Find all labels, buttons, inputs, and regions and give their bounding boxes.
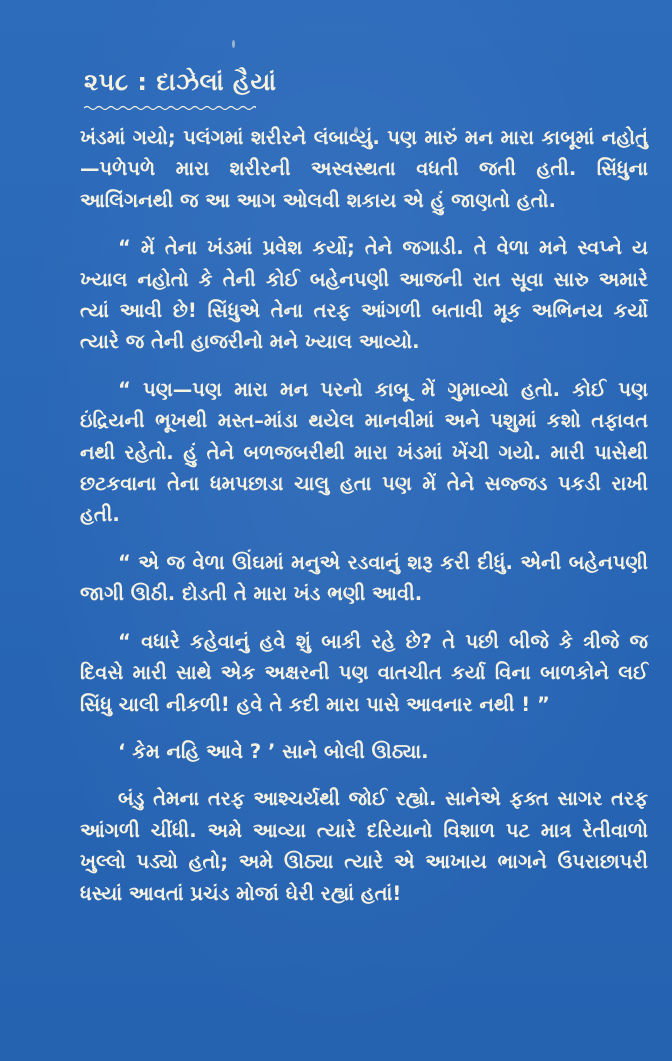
page-number-and-chapter-title: ૨૫૮ : દાઝેલાં હૈયાં bbox=[84, 68, 277, 96]
running-header bbox=[84, 68, 384, 115]
paragraph: “ મેં તેના ખંડમાં પ્રવેશ કર્યો; તેને જગાડી. તે વેળા મને સ્વપ્ને ય ખ્યાલ નહોતો કે તેની કોઈ બહેનપણી આજની રાત સૂવા સારુ અમારે ત્યાં આવી છે! સિંધુએ તેના તરફ આંગળી બતાવી મૂક અભિનય કર્યો ત્યારે જ તેની હાજરીનો મને ખ્યાલ આવ્યો. bbox=[80, 236, 648, 354]
paragraph: ‘ કેમ નહિ આવે ? ’ સાને બોલી ઊઠ્યા. bbox=[118, 739, 429, 763]
paragraph: ખંડમાં ગયો; પલંગમાં શરીરને લંબાવ્યું. પણ મારું મન મારા કાબૂમાં નહોતું—પળેપળે મારા શરીરની અસ્વસ્થતા વધતી જતી હતી. સિંધુના આલિંગનથી જ આ આગ ઓલવી શકાય એ હું જાણતો હતો. bbox=[80, 126, 648, 212]
paragraph: “ વધારે કહેવાનું હવે શું બાકી રહે છે? તે પછી બીજે કે ત્રીજે જ દિવસે મારી સાથે એક અક્ષરની પણ વાતચીત કર્યા વિના બાળકોને લઈ સિંધુ ચાલી નીકળી! હવે તે કદી મારા પાસે આવનાર નથી ! ” bbox=[80, 629, 648, 716]
paragraph: “ પણ—પણ મારા મન પરનો કાબૂ મેં ગુમાવ્યો હતો. કોઈ પણ ઇંદ્રિયની ભૂખથી મસ્ત–માંડા થયેલ માનવીમાં અને પશુમાં કશો તફાવત નથી રહેતો. હું તેને બળજબરીથી મારા ખંડમાં ખેંચી ગયો. મારી પાસેથી છટકવાના તેના ધમપછાડા ચાલુ હતા પણ મેં તેને સજ્જડ પકડી રાખી હતી. bbox=[80, 377, 648, 527]
paragraph: બંડુ તેમના તરફ આશ્ચર્યથી જોઈ રહ્યો. સાનેએ ફક્ત સાગર તરફ આંગળી ચીંધી. અમે આવ્યા ત્યારે દરિયાનો વિશાળ પટ માત્ર રેતીવાળો ખુલ્લો પડ્યો હતો; અમે ઊઠ્યા ત્યારે એ આખાય ભાગને ઉપરાછાપરી ધસ્યાં આવતાં પ્રચંડ મોજાં ઘેરી રહ્યાં હતાં! bbox=[80, 787, 648, 905]
print-speck bbox=[232, 40, 235, 48]
wavy-underline bbox=[84, 105, 256, 111]
body-text bbox=[80, 122, 648, 925]
paragraph: “ એ જ વેળા ઊંઘમાં મનુએ રડવાનું શરૂ કરી દીધું. એની બહેનપણી જાગી ઊઠી. દોડતી તે મારા ખંડ ભણી આવી. bbox=[80, 550, 648, 606]
